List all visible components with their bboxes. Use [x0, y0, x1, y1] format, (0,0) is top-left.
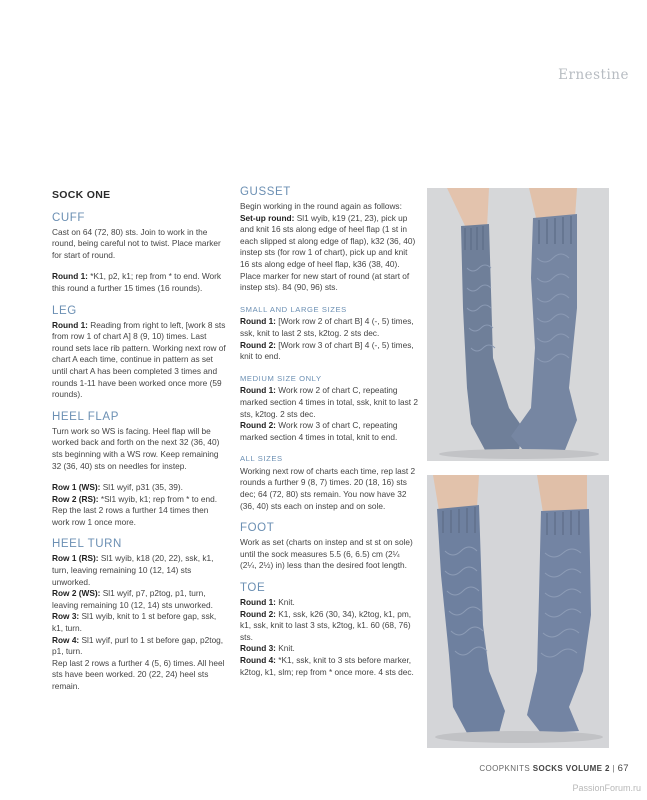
small-large-round2-label: Round 2: — [240, 339, 276, 350]
sock-illustration-bottom — [427, 475, 609, 748]
heel-flap-text: Turn work so WS is facing. Heel flap will be worked back and forth on the next 32 (36, 40) sts beginning with a WS row. Keep remaining 32 (36, 40) sts on needles for instep. — [52, 425, 220, 471]
gusset-intro: Begin working in the round again as follows: — [240, 201, 402, 211]
cuff-heading: CUFF — [52, 211, 86, 224]
small-large-heading: SMALL AND LARGE SIZES — [240, 304, 347, 314]
heel-flap-row2-label: Row 2 (RS): — [52, 493, 99, 504]
small-large-round1-label: Round 1: — [240, 316, 276, 327]
toe-round4 — [240, 655, 418, 678]
toe-round2-text: K1, ssk, k26 (30, 34), k2tog, k1, pm, k1, ssk, knit to last 3 sts, k2tog, k1. 60 (68, 76) sts. — [240, 608, 412, 642]
foot-heading: FOOT — [240, 522, 275, 535]
toe-round1-text: Knit. — [275, 597, 295, 608]
sock-photo-top — [427, 188, 609, 461]
toe-round2-label: Round 2: — [240, 608, 276, 619]
heel-turn-row2 — [52, 588, 228, 611]
gusset-setup-text: Sl1 wyib, k19 (21, 23), pick up and knit 16 sts along edge of heel flap (1 st in each slipped st along edge of flap), k32 (36, 40) instep sts (for row 1 of chart), pick up and knit 16 sts along edge of heel flap, k36 (38, 40). Place marker for new start of round (at start of instep sts). 84 (90, 96) sts. — [240, 212, 416, 293]
toe-round3-text: Knit. — [275, 643, 295, 654]
small-large-round2 — [240, 340, 418, 363]
medium-round1-text: Work row 2 of chart C, repeating marked section 4 times in total, ssk, knit to last 2 sts, k2tog. 2 sts dec. — [240, 385, 418, 419]
heel-flap-row2-text: *Sl1 wyib, k1; rep from * to end. Rep the last 2 rows a further 14 times then work row 1 once more. — [52, 493, 218, 527]
medium-round1 — [240, 385, 418, 420]
toe-heading: TOE — [240, 582, 266, 595]
medium-round2-label: Round 2: — [240, 420, 276, 431]
small-large-round1-text: [Work row 2 of chart B] 4 (-, 5) times, ssk, knit to last 2 sts, k2tog. 2 sts dec. — [240, 316, 414, 338]
all-sizes-text: Working next row of charts each time, rep last 2 rounds a further 9 (8, 7) times. 20 (18, 16) sts dec; 64 (72, 80) sts remain. You now have 32 (36, 40) sts each on instep and on sole. — [240, 465, 416, 511]
page-footer — [479, 763, 629, 774]
toe-round2 — [240, 609, 418, 644]
footer-separator: | — [612, 764, 615, 773]
cuff-round1 — [52, 271, 228, 294]
gusset-setup-label: Set-up round: — [240, 212, 295, 223]
leg-round1 — [52, 320, 228, 401]
leg-round1-text: Reading from right to left, [work 8 sts from row 1 of chart A] 8 (9, 10) times. Last round sets lace rib pattern. Working next row of chart A each time, continue in pattern as set until chart A has been completed 3 times and rounds 1-11 have been worked once more (59 rounds). — [52, 319, 226, 400]
pattern-name: Ernestine — [558, 67, 629, 83]
page-number: 67 — [617, 763, 629, 774]
column-middle — [240, 186, 418, 688]
all-sizes-heading: ALL SIZES — [240, 454, 283, 464]
toe-round3 — [240, 643, 418, 655]
toe-round3-label: Round 3: — [240, 643, 276, 654]
toe-round4-label: Round 4: — [240, 655, 276, 665]
watermark: PassionForum.ru — [572, 783, 641, 793]
toe-round4-text: *K1, ssk, knit to 3 sts before marker, k2tog, k1, slm; rep from * once more. 4 sts dec. — [240, 655, 414, 677]
toe-round1-label: Round 1: — [240, 597, 276, 608]
heel-flap-heading: HEEL FLAP — [52, 410, 119, 423]
cuff-round1-label: Round 1: — [52, 271, 88, 282]
heel-turn-row1-label: Row 1 (RS): — [52, 553, 99, 564]
heel-turn-row3-label: Row 3: — [52, 611, 80, 622]
heel-turn-row4-text: Sl1 wyif, purl to 1 st before gap, p2tog, p1, turn. — [52, 634, 224, 657]
sock-photo-bottom — [427, 475, 609, 748]
heel-turn-row3 — [52, 611, 228, 634]
footer-publisher: COOPKNITS — [479, 764, 531, 773]
heel-turn-row1 — [52, 553, 228, 588]
medium-round2 — [240, 420, 418, 443]
cuff-round1-text: *K1, p2, k1; rep from * to end. Work this round a further 15 times (16 rounds). — [52, 271, 222, 293]
heel-turn-row4-label: Row 4: — [52, 634, 80, 645]
leg-heading: LEG — [52, 304, 77, 317]
foot-text: Work as set (charts on instep and st st on sole) until the sock measures 5.5 (6, 6.5) cm (2¼ (2¼, 2½) in) less than the desired foot length. — [240, 537, 413, 571]
column-left — [52, 190, 228, 703]
heel-turn-heading: HEEL TURN — [52, 538, 122, 551]
small-large-round1 — [240, 316, 418, 339]
medium-round2-text: Work row 3 of chart C, repeating marked section 4 times in total, knit to end. — [240, 420, 398, 442]
heel-flap-row1-label: Row 1 (WS): — [52, 482, 101, 493]
heel-turn-text: Rep last 2 rows a further 4 (5, 6) times. All heel sts have been worked. 20 (22, 24) heel sts remain. — [52, 657, 225, 691]
heel-turn-row4 — [52, 635, 228, 658]
gusset-setup — [240, 213, 418, 294]
heel-turn-row2-text: Sl1 wyif, p7, p2tog, p1, turn, leaving remaining 10 (12, 14) sts unworked. — [52, 588, 213, 610]
gusset-heading: GUSSET — [240, 186, 291, 198]
heel-flap-row1-text: Sl1 wyif, p31 (35, 39). — [100, 482, 183, 493]
heel-flap-row2 — [52, 494, 228, 529]
heel-turn-row2-label: Row 2 (WS): — [52, 588, 101, 599]
small-large-round2-text: [Work row 3 of chart B] 4 (-, 5) times, knit to end. — [240, 339, 414, 362]
heel-flap-row1 — [52, 482, 228, 494]
sock-illustration-top — [427, 188, 609, 461]
heel-turn-row3-text: Sl1 wyib, knit to 1 st before gap, ssk, k1, turn. — [52, 611, 217, 634]
cuff-text: Cast on 64 (72, 80) sts. Join to work in the round, being careful not to twist. Place marker for start of round. — [52, 226, 221, 260]
heel-turn-row1-text: Sl1 wyib, k18 (20, 22), ssk, k1, turn, leaving remaining 10 (12, 14) sts unworked. — [52, 553, 214, 587]
toe-round1 — [240, 597, 418, 609]
footer-book: SOCKS VOLUME 2 — [532, 764, 610, 773]
medium-heading: MEDIUM SIZE ONLY — [240, 373, 322, 383]
section-title: SOCK ONE — [52, 189, 111, 201]
medium-round1-label: Round 1: — [240, 385, 276, 396]
leg-round1-label: Round 1: — [52, 319, 88, 330]
